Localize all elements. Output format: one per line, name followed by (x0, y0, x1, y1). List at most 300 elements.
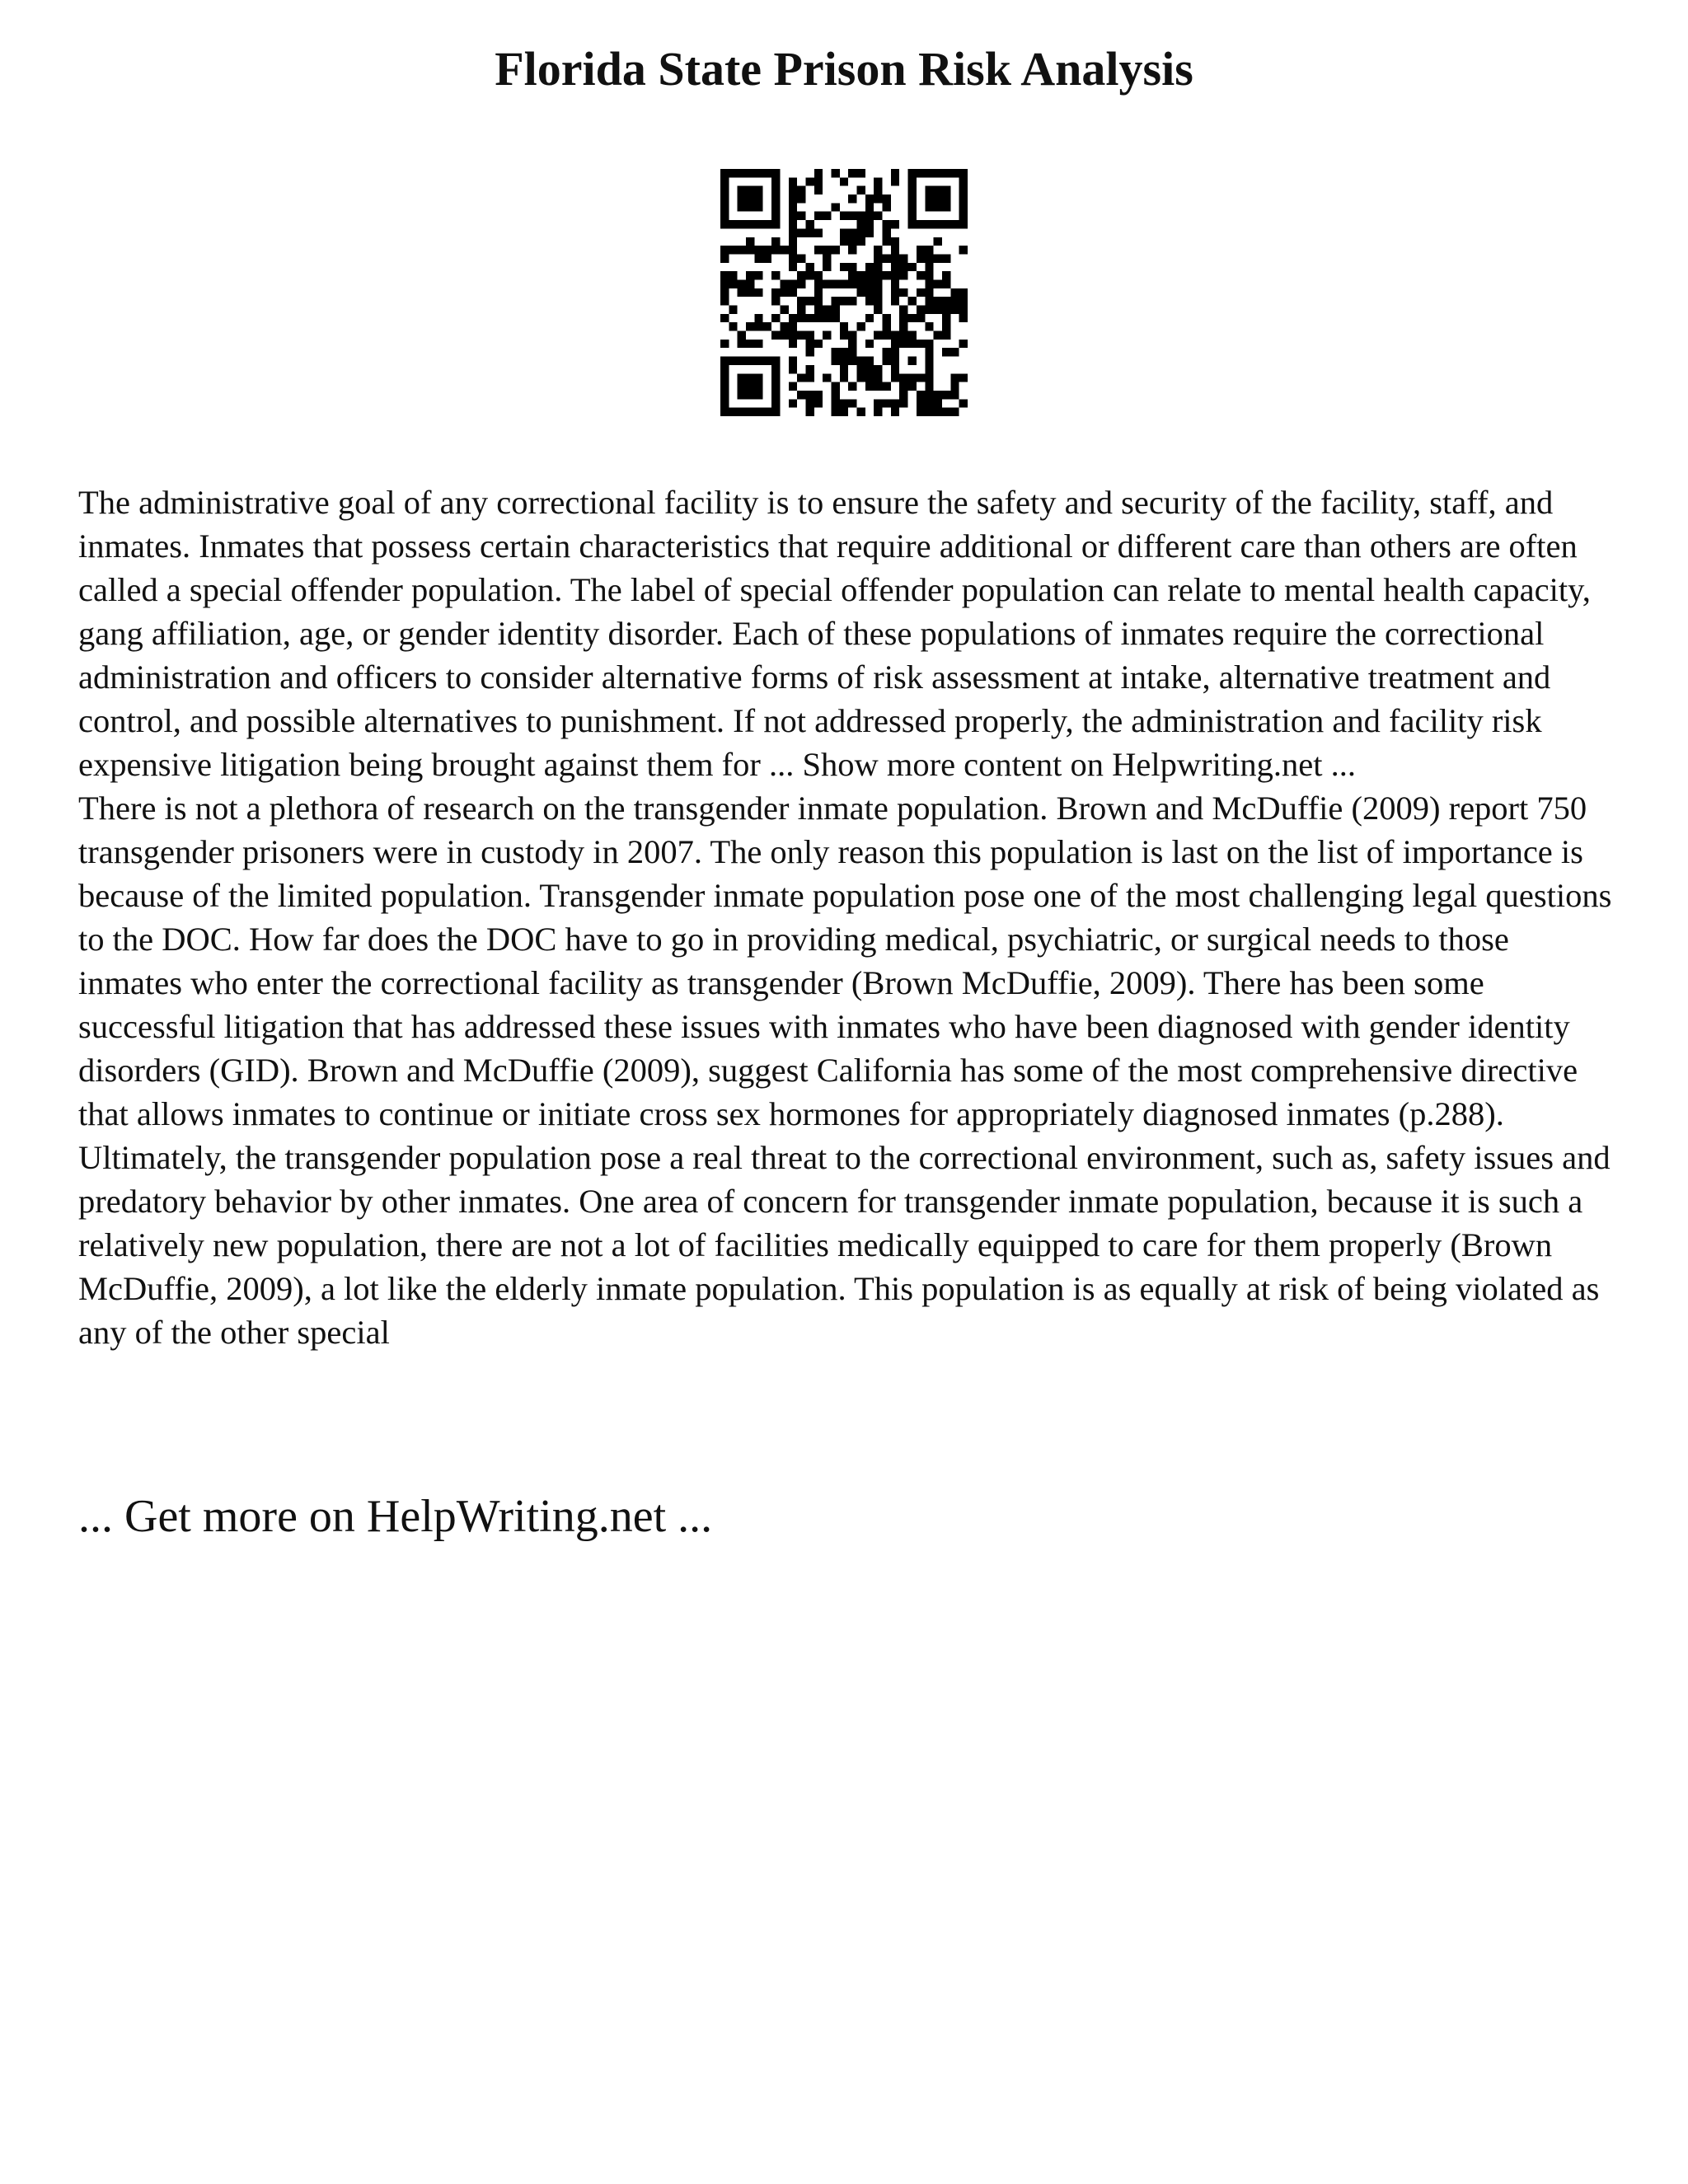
qr-module (789, 322, 797, 330)
qr-module (899, 271, 907, 279)
qr-module (738, 373, 746, 382)
qr-module (899, 382, 907, 391)
qr-module (771, 382, 780, 391)
qr-module (934, 297, 942, 305)
qr-module (805, 365, 814, 373)
qr-module (865, 365, 874, 373)
qr-module (831, 408, 839, 416)
qr-module (789, 177, 797, 185)
qr-module (899, 263, 907, 271)
qr-module (857, 186, 865, 194)
qr-module (950, 297, 959, 305)
qr-module (865, 288, 874, 297)
qr-module (729, 279, 737, 288)
qr-module (857, 408, 865, 416)
qr-module (865, 382, 874, 391)
qr-module (865, 228, 874, 237)
qr-module (883, 348, 891, 356)
qr-module (865, 340, 874, 348)
qr-module (738, 186, 746, 194)
qr-module (925, 169, 933, 177)
qr-module (814, 279, 823, 288)
qr-module (857, 357, 865, 365)
qr-module (720, 408, 729, 416)
qr-module (771, 246, 780, 254)
qr-module (754, 254, 762, 262)
qr-module (925, 382, 933, 391)
qr-module (746, 169, 754, 177)
qr-module (925, 186, 933, 194)
qr-module (925, 288, 933, 297)
qr-module (874, 297, 882, 305)
qr-module (738, 288, 746, 297)
qr-module (814, 391, 823, 399)
qr-module (865, 314, 874, 322)
qr-module (874, 271, 882, 279)
qr-module (797, 306, 805, 314)
qr-module (848, 399, 856, 407)
qr-module (934, 169, 942, 177)
qr-module (925, 373, 933, 382)
qr-module (805, 220, 814, 228)
qr-module (934, 203, 942, 211)
qr-module (789, 288, 797, 297)
qr-module (959, 203, 968, 211)
qr-module (823, 246, 831, 254)
qr-module (865, 212, 874, 220)
qr-module (754, 340, 762, 348)
qr-module (720, 297, 729, 305)
qr-module (840, 331, 848, 340)
qr-module (934, 237, 942, 246)
qr-module (934, 194, 942, 203)
qr-module (848, 228, 856, 237)
qr-module (891, 263, 899, 271)
qr-module (908, 220, 917, 228)
qr-module (746, 408, 754, 416)
qr-module (720, 373, 729, 382)
qr-module (797, 297, 805, 305)
qr-module (925, 348, 933, 356)
qr-module (942, 194, 950, 203)
qr-module (942, 254, 950, 262)
qr-module (891, 408, 899, 416)
qr-module (814, 297, 823, 305)
get-more-link[interactable]: ... Get more on HelpWriting.net ... (78, 1491, 713, 1542)
qr-module (746, 186, 754, 194)
qr-module (797, 228, 805, 237)
qr-module (831, 399, 839, 407)
qr-module (720, 169, 729, 177)
qr-module (720, 177, 729, 185)
qr-module (789, 314, 797, 322)
qr-module (857, 220, 865, 228)
qr-module (738, 382, 746, 391)
qr-module (754, 382, 762, 391)
qr-module (840, 177, 848, 185)
qr-module (738, 279, 746, 288)
qr-module (720, 254, 729, 262)
qr-module (780, 322, 788, 330)
qr-module (883, 314, 891, 322)
qr-module (789, 263, 797, 271)
qr-module (805, 177, 814, 185)
qr-module (917, 408, 925, 416)
qr-module (840, 373, 848, 382)
qr-module (908, 382, 917, 391)
qr-code-graphic (720, 169, 968, 416)
qr-module (729, 220, 737, 228)
qr-module (874, 408, 882, 416)
qr-module (840, 348, 848, 356)
qr-module (942, 279, 950, 288)
qr-module (891, 340, 899, 348)
qr-module (814, 169, 823, 177)
qr-module (917, 391, 925, 399)
qr-module (848, 212, 856, 220)
qr-module (729, 306, 737, 314)
qr-module (746, 271, 754, 279)
qr-module (754, 246, 762, 254)
article-paragraph: The administrative goal of any correctional facility is to ensure the safety and security of the facility, staff, and inmates. Inmates that possess certain characteristics that require additional or different care than others are often called a special offender population. The label of special offender population can relate to mental health capacity, gang affiliation, age, or gender identity disorder. Each of these populations of inmates require the correctional administration and officers to consider alternative forms of risk assessment at intake, alternative treatment and control, and possible alternatives to punishment. If not addressed properly, the administration and facility risk expensive litigation being brought against them for ... Show more content on Helpwriting.net ... (78, 484, 1591, 783)
qr-module (805, 348, 814, 356)
qr-module (865, 263, 874, 271)
qr-module (883, 228, 891, 237)
qr-module (831, 314, 839, 322)
qr-module (754, 373, 762, 382)
qr-module (789, 237, 797, 246)
qr-module (746, 220, 754, 228)
qr-module (891, 365, 899, 373)
qr-module (797, 186, 805, 194)
qr-module (771, 408, 780, 416)
qr-module (942, 220, 950, 228)
qr-module (823, 314, 831, 322)
qr-module (823, 279, 831, 288)
qr-module (934, 306, 942, 314)
qr-module (917, 306, 925, 314)
qr-module (908, 177, 917, 185)
qr-module (865, 194, 874, 203)
qr-module (840, 297, 848, 305)
qr-module (883, 237, 891, 246)
qr-module (840, 263, 848, 271)
qr-module (874, 288, 882, 297)
qr-module (720, 357, 729, 365)
qr-module (789, 220, 797, 228)
qr-module (857, 288, 865, 297)
qr-module (959, 373, 968, 382)
qr-module (840, 212, 848, 220)
qr-module (883, 322, 891, 330)
qr-module (950, 348, 959, 356)
qr-module (738, 340, 746, 348)
qr-module (874, 382, 882, 391)
qr-module (754, 271, 762, 279)
qr-module (771, 373, 780, 382)
qr-module (754, 169, 762, 177)
qr-module (805, 399, 814, 407)
qr-module (789, 399, 797, 407)
qr-module (797, 194, 805, 203)
qr-module (771, 220, 780, 228)
qr-module (771, 194, 780, 203)
qr-module (934, 391, 942, 399)
qr-module (840, 408, 848, 416)
qr-module (797, 314, 805, 322)
qr-module (925, 246, 933, 254)
qr-module (746, 288, 754, 297)
qr-module (908, 357, 917, 365)
qr-module (840, 365, 848, 373)
qr-module (763, 220, 771, 228)
qr-module (720, 314, 729, 322)
qr-module (899, 373, 907, 382)
qr-module (720, 220, 729, 228)
qr-module (934, 279, 942, 288)
qr-module (917, 314, 925, 322)
qr-module (840, 357, 848, 365)
qr-module (891, 348, 899, 356)
qr-module (831, 357, 839, 365)
qr-module (917, 288, 925, 297)
qr-module (754, 357, 762, 365)
article-paragraph: There is not a plethora of research on the transgender inmate population. Brown and McDuffie (2009) report 750 transgender prisoners were in custody in 2007. The only reason this population is last on the list of importance is because of the limited population. Transgender inmate population pose one of the most challenging legal questions to the DOC. How far does the DOC have to go in providing medical, psychiatric, or surgical needs to those inmates who enter the correctional facility as transgender (Brown McDuffie, 2009). There has been some successful litigation that has addressed these issues with inmates who have been diagnosed with gender identity disorders (GID). Brown and McDuffie (2009), suggest California has some of the most comprehensive directive that allows inmates to continue or initiate cross sex hormones for appropriately diagnosed inmates (p.288). Ultimately, the transgender population pose a real threat to the correctional environment, such as, safety issues and predatory behavior by other inmates. One area of concern for transgender inmate population, because it is such a relatively new population, there are not a lot of facilities medically equipped to care for them properly (Brown McDuffie, 2009), a lot like the elderly inmate population. This population is as equally at risk of being violated as any of the other special (78, 790, 1612, 1351)
qr-module (848, 340, 856, 348)
qr-module (746, 340, 754, 348)
qr-module (814, 340, 823, 348)
qr-module (771, 271, 780, 279)
qr-module (805, 297, 814, 305)
qr-module (857, 365, 865, 373)
qr-module (934, 408, 942, 416)
qr-module (780, 279, 788, 288)
qr-module (771, 365, 780, 373)
qr-module (959, 220, 968, 228)
qr-module (950, 306, 959, 314)
qr-module (959, 297, 968, 305)
qr-module (771, 399, 780, 407)
qr-module (805, 340, 814, 348)
qr-module (729, 271, 737, 279)
qr-module (942, 331, 950, 340)
qr-module (925, 391, 933, 399)
qr-module (789, 357, 797, 365)
qr-module (865, 220, 874, 228)
qr-module (899, 399, 907, 407)
qr-module (934, 399, 942, 407)
qr-module (780, 306, 788, 314)
qr-module (925, 322, 933, 330)
qr-module (720, 279, 729, 288)
qr-module (908, 263, 917, 271)
qr-module (720, 365, 729, 373)
qr-module (891, 271, 899, 279)
qr-code-icon[interactable] (720, 169, 968, 416)
qr-module (883, 331, 891, 340)
qr-module (805, 271, 814, 279)
qr-module (934, 331, 942, 340)
qr-module (814, 246, 823, 254)
qr-module (831, 297, 839, 305)
qr-module (959, 169, 968, 177)
qr-module (925, 340, 933, 348)
qr-module (848, 194, 856, 203)
qr-module (771, 331, 780, 340)
qr-module (771, 177, 780, 185)
qr-module (840, 322, 848, 330)
qr-module (883, 220, 891, 228)
qr-module (942, 297, 950, 305)
qr-module (959, 306, 968, 314)
qr-module (950, 373, 959, 382)
qr-module (754, 314, 762, 322)
qr-module (950, 382, 959, 391)
qr-module (805, 263, 814, 271)
qr-module (891, 297, 899, 305)
qr-module (899, 254, 907, 262)
qr-module (925, 279, 933, 288)
qr-module (738, 357, 746, 365)
qr-module (789, 186, 797, 194)
qr-module (942, 314, 950, 322)
qr-module (942, 169, 950, 177)
qr-module (899, 340, 907, 348)
qr-module (797, 279, 805, 288)
qr-module (831, 348, 839, 356)
qr-module (738, 331, 746, 340)
qr-module (746, 246, 754, 254)
qr-module (917, 340, 925, 348)
qr-module (771, 212, 780, 220)
qr-module (805, 314, 814, 322)
qr-module (917, 254, 925, 262)
qr-module (754, 408, 762, 416)
qr-module (848, 271, 856, 279)
qr-module (908, 186, 917, 194)
qr-module (874, 246, 882, 254)
qr-module (763, 254, 771, 262)
qr-module (950, 169, 959, 177)
qr-module (738, 246, 746, 254)
qr-module (908, 340, 917, 348)
qr-module (763, 322, 771, 330)
qr-module (925, 306, 933, 314)
qr-module (814, 228, 823, 237)
qr-module (814, 399, 823, 407)
qr-module (789, 212, 797, 220)
qr-module (805, 331, 814, 340)
qr-module (942, 408, 950, 416)
qr-module (797, 271, 805, 279)
qr-module (874, 373, 882, 382)
qr-module (899, 314, 907, 322)
qr-module (738, 169, 746, 177)
qr-module (857, 228, 865, 237)
qr-module (831, 203, 839, 211)
qr-module (746, 279, 754, 288)
qr-module (925, 365, 933, 373)
qr-module (917, 271, 925, 279)
qr-module (840, 399, 848, 407)
qr-module (925, 254, 933, 262)
qr-module (959, 288, 968, 297)
qr-module (942, 306, 950, 314)
qr-module (729, 357, 737, 365)
qr-module (908, 203, 917, 211)
qr-module (874, 279, 882, 288)
qr-module (891, 220, 899, 228)
qr-module (789, 246, 797, 254)
qr-module (942, 271, 950, 279)
qr-module (874, 365, 882, 373)
qr-module (865, 279, 874, 288)
qr-module (934, 186, 942, 194)
qr-module (950, 391, 959, 399)
qr-module (950, 288, 959, 297)
qr-module (925, 220, 933, 228)
qr-module (925, 271, 933, 279)
qr-module (763, 408, 771, 416)
page-title: Florida State Prison Risk Analysis (495, 42, 1193, 96)
qr-module (754, 391, 762, 399)
qr-module (848, 348, 856, 356)
qr-module (720, 194, 729, 203)
qr-module (891, 246, 899, 254)
qr-module (917, 220, 925, 228)
qr-module (789, 340, 797, 348)
qr-module (857, 237, 865, 246)
qr-module (899, 331, 907, 340)
qr-module (789, 382, 797, 391)
qr-module (805, 228, 814, 237)
qr-module (857, 279, 865, 288)
qr-module (891, 288, 899, 297)
qr-module (865, 357, 874, 365)
qr-module (771, 391, 780, 399)
qr-module (789, 331, 797, 340)
qr-module (908, 212, 917, 220)
qr-module (925, 399, 933, 407)
qr-module (797, 254, 805, 262)
qr-module (883, 382, 891, 391)
qr-module (950, 408, 959, 416)
qr-module (720, 340, 729, 348)
qr-module (908, 297, 917, 305)
qr-module (814, 314, 823, 322)
qr-module (771, 186, 780, 194)
qr-module (925, 263, 933, 271)
qr-module (840, 279, 848, 288)
qr-module (917, 373, 925, 382)
qr-module (899, 306, 907, 314)
qr-module (780, 246, 788, 254)
qr-module (959, 399, 968, 407)
qr-module (746, 357, 754, 365)
qr-module (874, 306, 882, 314)
qr-module (848, 263, 856, 271)
qr-module (754, 194, 762, 203)
qr-module (840, 228, 848, 237)
qr-module (831, 246, 839, 254)
qr-module (738, 220, 746, 228)
qr-module (789, 279, 797, 288)
qr-module (771, 203, 780, 211)
qr-module (797, 373, 805, 382)
qr-module (908, 194, 917, 203)
qr-module (848, 331, 856, 340)
qr-module (857, 212, 865, 220)
